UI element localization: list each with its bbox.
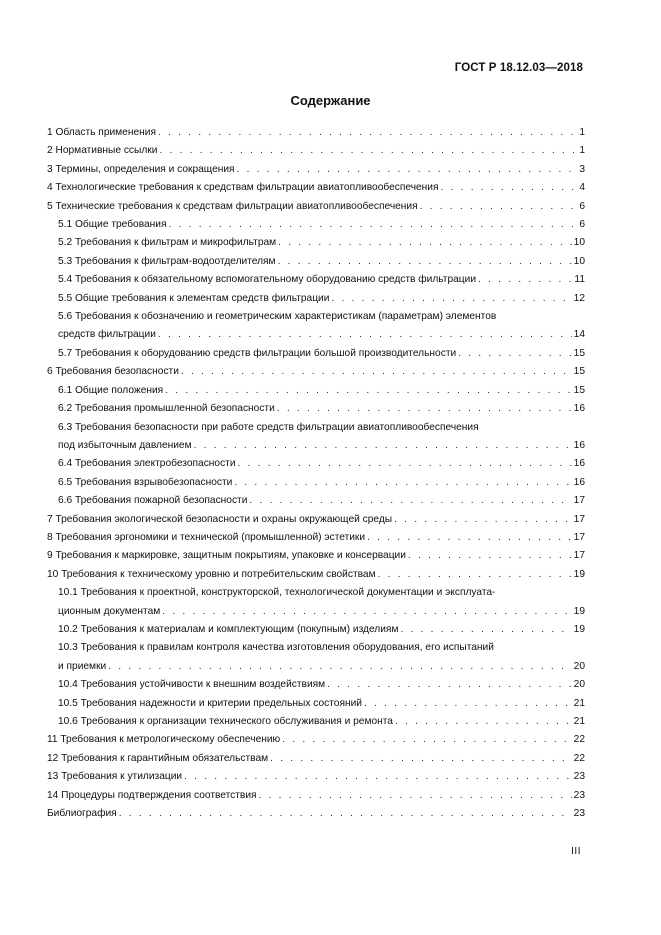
toc-entry-label: 10.1 Требования к проектной, конструкторской, технологической документации и эксплуата- — [58, 587, 496, 599]
toc-entry-label: 6.2 Требования промышленной безопасности — [58, 403, 275, 415]
toc-entry-page: 17 — [573, 495, 585, 507]
toc-entry-label: 10.6 Требования к организации технического обслуживания и ремонта — [58, 716, 393, 727]
dot-leader — [237, 161, 578, 179]
toc-entry-page: 15 — [573, 384, 585, 396]
page-title: Содержание — [290, 93, 371, 108]
toc-entry[interactable] — [47, 290, 585, 308]
toc-entry-label-continuation: ционным документам — [58, 605, 161, 617]
toc-entry[interactable] — [47, 676, 585, 694]
toc-entry[interactable] — [47, 474, 585, 492]
toc-entry-label-continuation: и приемки — [58, 660, 107, 672]
toc-entry-page: 11 — [574, 274, 585, 286]
dot-leader — [441, 179, 578, 197]
dot-leader — [478, 271, 572, 289]
toc-entry-label: 10.2 Требования к материалам и комплектующим (покупным) изделиям — [58, 623, 399, 635]
toc-entry[interactable] — [47, 142, 585, 160]
toc-entry[interactable] — [47, 713, 585, 731]
toc-entry[interactable] — [47, 234, 585, 252]
toc-entry-page: 4 — [579, 182, 585, 194]
dot-leader — [278, 253, 572, 271]
toc-entry-continuation[interactable] — [47, 603, 585, 621]
toc-entry-label: 8 Требования эргономики и технической (промышленной) эстетики — [47, 531, 366, 543]
dot-leader — [400, 621, 571, 639]
dot-leader — [278, 234, 571, 252]
toc-entry-label-continuation: средств фильтрации — [58, 329, 156, 341]
toc-entry-label: 6.5 Требования взрывобезопасности — [58, 476, 233, 488]
dot-leader — [420, 198, 578, 216]
toc-entry-page: 15 — [573, 347, 585, 359]
toc-entry-page: 21 — [573, 716, 585, 727]
toc-entry[interactable] — [47, 124, 585, 142]
toc-entry-page: 14 — [573, 329, 585, 341]
dot-leader — [108, 658, 571, 676]
dot-leader — [408, 547, 572, 565]
dot-leader — [277, 400, 572, 418]
toc-entry-page: 6 — [579, 219, 585, 231]
toc-entry-label: 6.3 Требования безопасности при работе средств фильтрации авиатопливообеспечения — [58, 421, 479, 433]
dot-leader — [194, 437, 572, 455]
toc-entry-page: 17 — [573, 550, 585, 562]
toc-entry-continuation[interactable] — [47, 658, 585, 676]
dot-leader — [181, 363, 572, 381]
toc-entry[interactable] — [47, 216, 585, 234]
toc-entry-label: 12 Требования к гарантийным обязательствам — [47, 752, 269, 764]
toc-entry[interactable] — [47, 731, 585, 749]
toc-entry[interactable] — [47, 695, 585, 713]
toc-entry-page: 23 — [573, 789, 585, 801]
toc-entry[interactable] — [47, 400, 585, 418]
toc-entry-label: 3 Термины, определения и сокращения — [47, 163, 235, 175]
toc-entry-page: 10 — [573, 255, 585, 267]
toc-entry-page: 20 — [573, 679, 585, 691]
dot-leader — [119, 805, 572, 823]
toc-entry-page: 16 — [573, 403, 585, 415]
toc-entry-label: 5.1 Общие требования — [58, 219, 167, 231]
toc-entry[interactable] — [47, 419, 585, 437]
dot-leader — [378, 566, 572, 584]
toc-entry-label: 4 Технологические требования к средствам фильтрации авиатопливообеспечения — [47, 182, 439, 194]
toc-entry-continuation[interactable] — [47, 437, 585, 455]
toc-entry-page: 19 — [573, 568, 585, 580]
toc-entry-label: 10 Требования к техническому уровню и потребительским свойствам — [47, 568, 376, 580]
toc-entry-label: 6.4 Требования электробезопасности — [58, 458, 236, 470]
toc-entry-page: 16 — [573, 439, 585, 451]
toc-entry-label: 5 Технические требования к средствам фильтрации авиатопливообеспечения — [47, 200, 418, 212]
toc-entry-label: 13 Требования к утилизации — [47, 771, 183, 783]
toc-entry-label: 1 Область применения — [47, 127, 156, 138]
toc-entry-page: 1 — [579, 145, 585, 157]
dot-leader — [249, 492, 571, 510]
toc-entry[interactable] — [47, 179, 585, 197]
toc-entry[interactable] — [47, 529, 585, 547]
toc-entry-label: 5.7 Требования к оборудованию средств фильтрации большой производительности — [58, 347, 457, 359]
toc-entry[interactable] — [47, 511, 585, 529]
toc-entry-label: 9 Требования к маркировке, защитным покрытиям, упаковке и консервации — [47, 550, 406, 562]
toc-entry-page: 16 — [573, 458, 585, 470]
toc-entry-page: 19 — [573, 605, 585, 617]
toc-entry[interactable] — [47, 363, 585, 381]
toc-entry-page: 23 — [573, 771, 585, 783]
dot-leader — [282, 731, 571, 749]
dot-leader — [184, 768, 572, 786]
toc-entry-page: 6 — [579, 200, 585, 212]
toc-entry-page: 23 — [573, 808, 585, 820]
dot-leader — [169, 216, 578, 234]
toc-entry-label: 6.1 Общие положения — [58, 384, 164, 396]
dot-leader — [158, 124, 577, 142]
toc-entry[interactable] — [47, 584, 585, 602]
toc-entry-label-continuation: под избыточным давлением — [58, 439, 192, 451]
toc-entry[interactable] — [47, 198, 585, 216]
toc-entry-label: 5.5 Общие требования к элементам средств фильтрации — [58, 292, 330, 304]
toc-entry[interactable] — [47, 492, 585, 510]
toc-entry-page: 10 — [573, 237, 585, 249]
toc-entry-page: 21 — [573, 697, 585, 709]
dot-leader — [367, 529, 572, 547]
dot-leader — [331, 290, 571, 308]
toc-entry[interactable] — [47, 621, 585, 639]
dot-leader — [395, 713, 572, 731]
page-number: III — [571, 846, 581, 857]
toc-entry-label: 10.3 Требования к правилам контроля качества изготовления оборудования, его испытаний — [58, 642, 494, 654]
document-code: ГОСТ Р 18.12.03—2018 — [454, 62, 583, 74]
toc-entry-label: 14 Процедуры подтверждения соответствия — [47, 789, 257, 801]
dot-leader — [238, 455, 572, 473]
toc-entry-label: Библиография — [47, 808, 117, 820]
toc-entry[interactable] — [47, 750, 585, 768]
dot-leader — [364, 695, 572, 713]
dot-leader — [158, 326, 572, 344]
dot-leader — [259, 787, 572, 805]
toc-entry-page: 22 — [573, 734, 585, 746]
toc-entry-page: 16 — [573, 476, 585, 488]
toc-entry[interactable] — [47, 768, 585, 786]
toc-entry-label: 5.4 Требования к обязательному вспомогательному оборудованию средств фильтрации — [58, 274, 477, 286]
dot-leader — [234, 474, 571, 492]
dot-leader — [270, 750, 572, 768]
toc-entry[interactable] — [47, 805, 585, 823]
table-of-contents — [47, 124, 585, 823]
toc-entry-label: 5.2 Требования к фильтрам и микрофильтрам — [58, 237, 277, 249]
toc-entry[interactable] — [47, 639, 585, 657]
dot-leader — [327, 676, 571, 694]
toc-entry[interactable] — [47, 161, 585, 179]
toc-entry-page: 17 — [573, 513, 585, 525]
toc-entry[interactable] — [47, 271, 585, 289]
toc-entry-page: 3 — [579, 163, 585, 175]
toc-entry-page: 19 — [573, 623, 585, 635]
toc-entry[interactable] — [47, 566, 585, 584]
toc-entry[interactable] — [47, 787, 585, 805]
toc-entry[interactable] — [47, 253, 585, 271]
toc-entry[interactable] — [47, 455, 585, 473]
toc-entry-page: 22 — [573, 752, 585, 764]
toc-entry-page: 1 — [579, 127, 585, 138]
toc-entry[interactable] — [47, 345, 585, 363]
toc-entry[interactable] — [47, 382, 585, 400]
toc-entry-label: 6.6 Требования пожарной безопасности — [58, 495, 248, 507]
dot-leader — [394, 511, 572, 529]
toc-entry-label: 6 Требования безопасности — [47, 366, 179, 378]
toc-entry-page: 12 — [573, 292, 585, 304]
toc-entry[interactable] — [47, 547, 585, 565]
toc-entry-page: 20 — [573, 660, 585, 672]
toc-entry-label: 10.5 Требования надежности и критерии предельных состояний — [58, 697, 362, 709]
toc-entry-page: 15 — [573, 366, 585, 378]
toc-entry-label: 5.3 Требования к фильтрам-водоотделителям — [58, 255, 276, 267]
toc-entry-label: 10.4 Требования устойчивости к внешним воздействиям — [58, 679, 326, 691]
toc-entry-label: 5.6 Требования к обозначению и геометрическим характеристикам (параметрам) элементов — [58, 311, 497, 323]
dot-leader — [159, 142, 577, 160]
dot-leader — [162, 603, 571, 621]
dot-leader — [458, 345, 571, 363]
dot-leader — [165, 382, 571, 400]
toc-entry-continuation[interactable] — [47, 326, 585, 344]
toc-entry[interactable] — [47, 308, 585, 326]
toc-entry-label: 11 Требования к метрологическому обеспечению — [47, 734, 281, 746]
toc-entry-label: 2 Нормативные ссылки — [47, 145, 158, 157]
toc-entry-label: 7 Требования экологической безопасности и охраны окружающей среды — [47, 513, 393, 525]
toc-entry-page: 17 — [573, 531, 585, 543]
